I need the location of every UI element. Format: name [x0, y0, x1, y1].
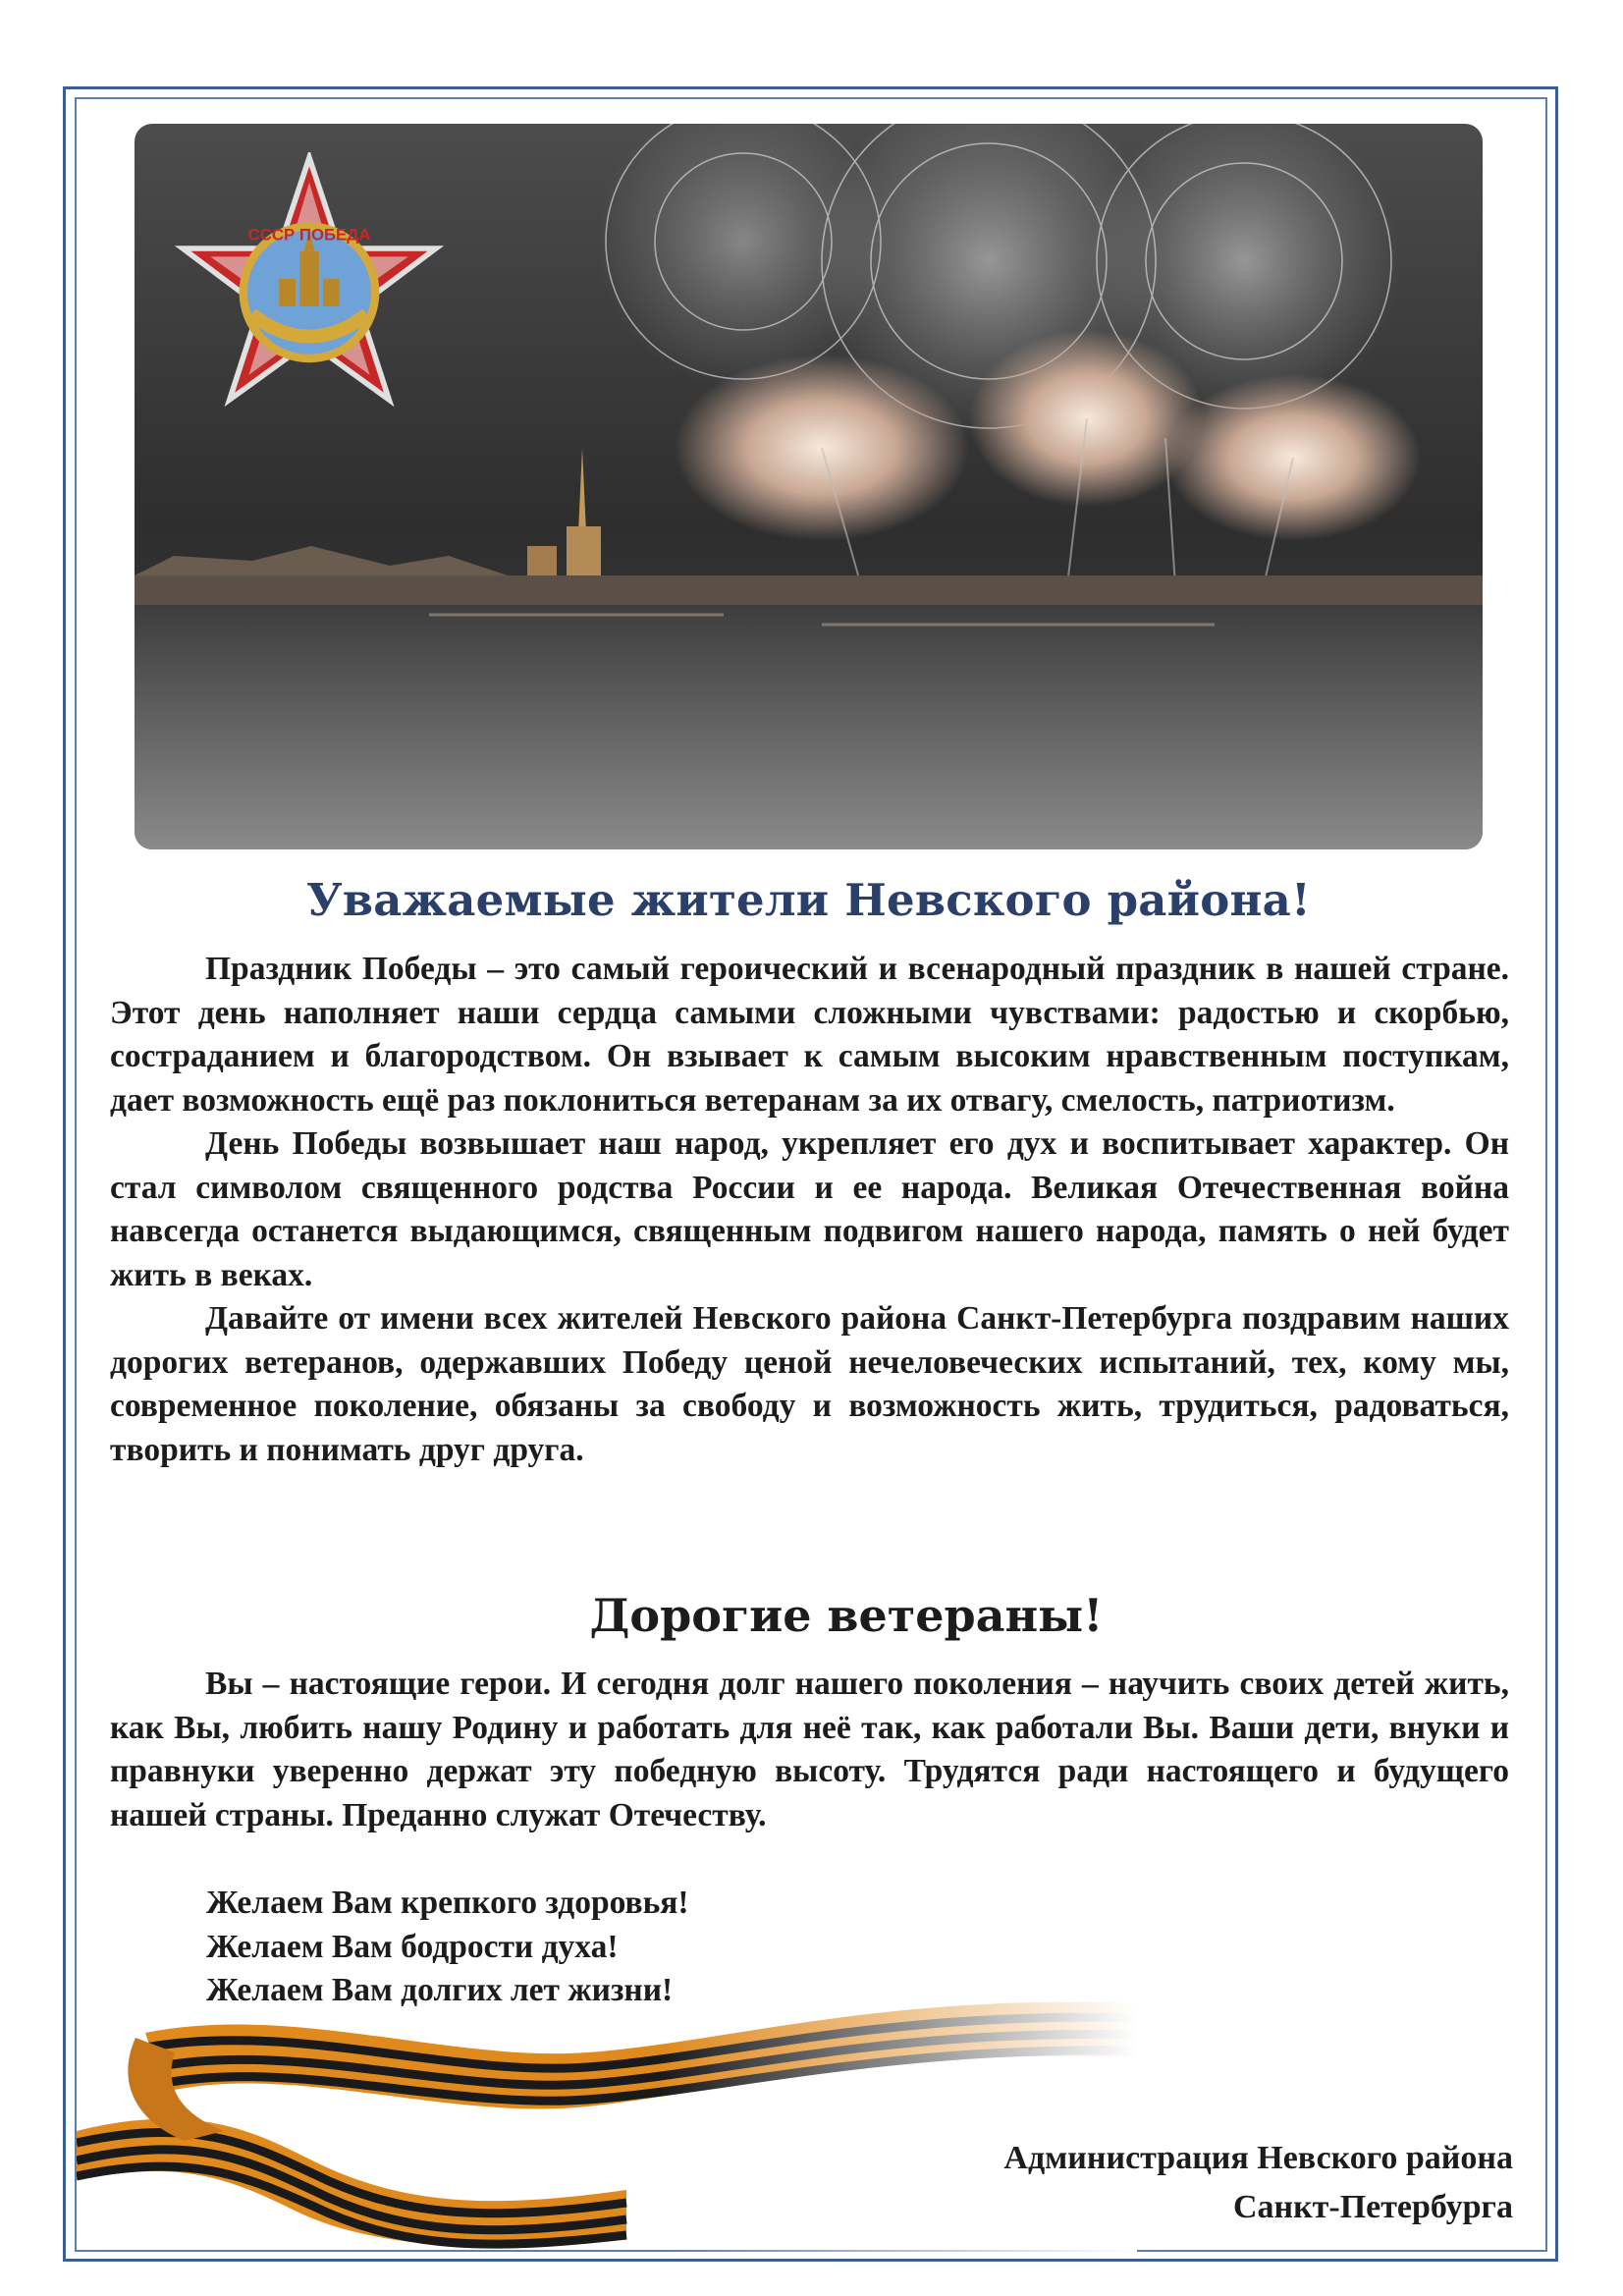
paragraph-2: День Победы возвышает наш народ, укрепляет его дух и воспитывает характер. Он стал символом священного родства России и ее народа. Великая Отечественная война навсегда останется выдающимся, священным подвигом нашего народа, память о ней будет жить в веках.: [110, 1125, 1509, 1293]
veterans-body: [110, 1663, 1509, 1837]
wish-spirit: Желаем Вам бодрости духа!: [206, 1928, 619, 1965]
signature-line-2: Санкт-Петербурга: [1232, 2189, 1513, 2225]
veterans-paragraph: Вы – настоящие герои. И сегодня долг нашего поколения – научить своих детей жить, как Вы, любить нашу Родину и работать для неё так, как работали Вы. Ваши дети, внуки и правнуки уверенно держат эту победную высоту. Трудятся ради настоящего и будущего нашей страны. Преданно служат Отечеству.: [110, 1666, 1509, 1833]
veterans-title: Дорогие ветераны!: [589, 1589, 1104, 1642]
signature-line-1: Администрация Невского района: [1003, 2140, 1513, 2176]
page-title: Уважаемые жители Невского района!: [306, 874, 1311, 926]
wish-health: Желаем Вам крепкого здоровья!: [206, 1885, 689, 1921]
badge-text: СССР ПОБЕДА: [247, 225, 371, 245]
paragraph-3: Давайте от имени всех жителей Невского района Санкт-Петербурга поздравим наших дорогих ветеранов, одержавших Победу ценой нечеловеческих испытаний, тех, кому мы, современное поколение, обязаны за свободу и возможность жить, трудиться, радоваться, творить и понимать друг друга.: [110, 1300, 1509, 1468]
st-george-ribbon-icon: [77, 1964, 1137, 2254]
paragraph-1: Праздник Победы – это самый героический и всенародный праздник в нашей стране. Этот день наполняет наши сердца самыми сложными чувствами: радостью и скорбью, состраданием и благородством. Он взывает к самым высоким нравственным поступкам, дает возможность ещё раз поклониться ветеранам за их отвагу, смелость, патриотизм.: [110, 951, 1509, 1119]
signature: [1003, 2134, 1513, 2232]
letter-body: [110, 948, 1509, 1472]
order-of-victory-icon: [172, 152, 447, 427]
